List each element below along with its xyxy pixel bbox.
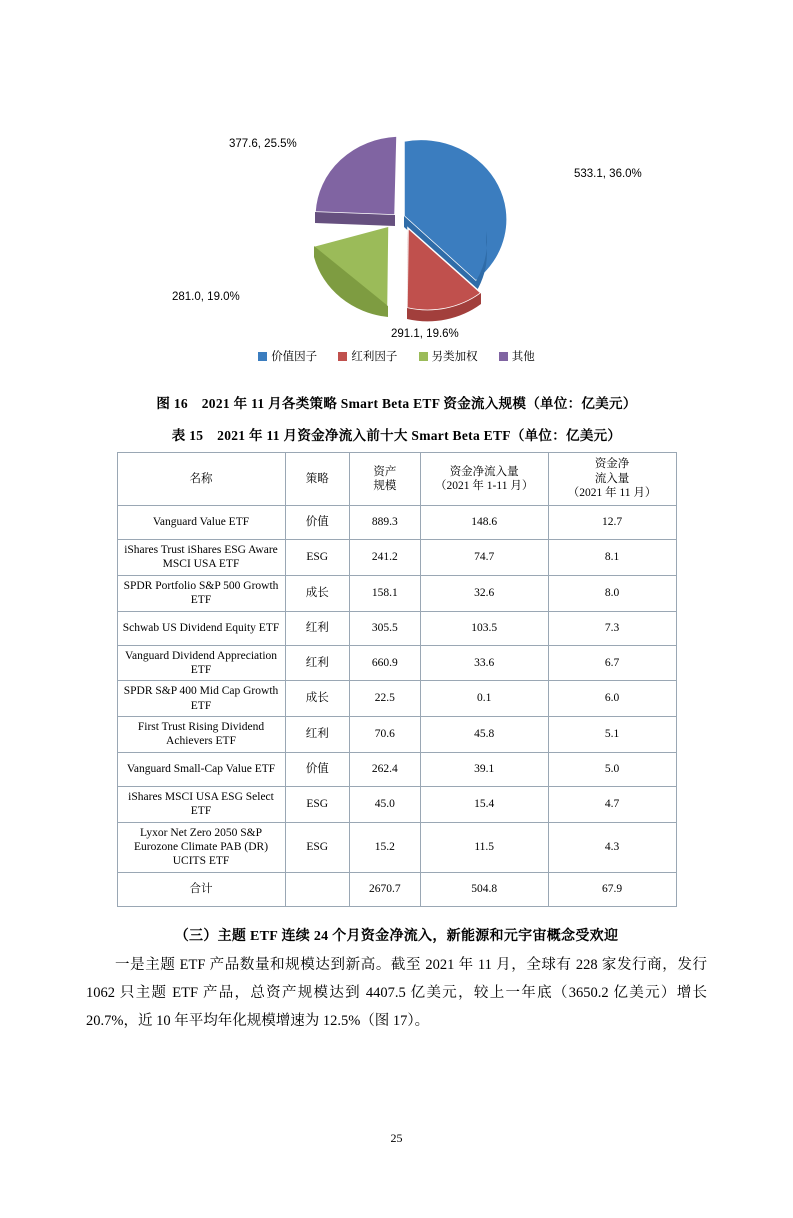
cell-flow-ytd: 0.1: [420, 681, 548, 717]
header-line: （2021 年 1-11 月）: [435, 480, 534, 492]
pie-label-alt-weighting: 281.0, 19.0%: [172, 291, 240, 303]
table-row: [117, 786, 676, 822]
cell-aum: 22.5: [349, 681, 420, 717]
cell-flow-nov: 5.1: [548, 717, 676, 753]
cell-total-aum: 2670.7: [349, 872, 420, 906]
legend-swatch-icon: [258, 352, 267, 361]
cell-flow-ytd: 74.7: [420, 540, 548, 576]
cell-aum: 158.1: [349, 575, 420, 611]
page-number: 25: [390, 1131, 403, 1145]
legend-item-value-factor: [258, 348, 317, 364]
cell-strategy: ESG: [285, 786, 349, 822]
cell-name: Vanguard Small-Cap Value ETF: [117, 752, 285, 786]
cell-strategy: 成长: [285, 575, 349, 611]
cell-flow-nov: 7.3: [548, 611, 676, 645]
document-page: [0, 96, 793, 1218]
cell-name: SPDR Portfolio S&P 500 Growth ETF: [117, 575, 285, 611]
cell-name: iShares Trust iShares ESG Aware MSCI USA ETF: [117, 540, 285, 576]
cell-name: SPDR S&P 400 Mid Cap Growth ETF: [117, 681, 285, 717]
legend-label: 另类加权: [431, 351, 478, 363]
cell-flow-ytd: 148.6: [420, 506, 548, 540]
table-header: [117, 453, 676, 506]
cell-name: First Trust Rising Dividend Achievers ETF: [117, 717, 285, 753]
header-line: 资金净: [594, 458, 630, 471]
cell-flow-ytd: 32.6: [420, 575, 548, 611]
cell-strategy: ESG: [285, 540, 349, 576]
column-header-strategy: 策略: [285, 453, 349, 506]
cell-strategy: 成长: [285, 681, 349, 717]
header-line: 资金净流入量: [449, 465, 519, 478]
pie-slice-others: [315, 136, 397, 226]
cell-flow-nov: 8.0: [548, 575, 676, 611]
cell-flow-ytd: 15.4: [420, 786, 548, 822]
column-header-name: 名称: [117, 453, 285, 506]
cell-flow-nov: 4.3: [548, 822, 676, 872]
table-row: [117, 540, 676, 576]
section-heading: （三）主题 ETF 连续 24 个月资金净流入，新能源和元宇宙概念受欢迎: [174, 928, 619, 944]
cell-aum: 305.5: [349, 611, 420, 645]
header-line: （2021 年 11 月）: [567, 487, 657, 500]
pie-chart-canvas: [86, 96, 707, 346]
cell-name: Vanguard Dividend Appreciation ETF: [117, 645, 285, 681]
pie-label-dividend-factor: 291.1, 19.6%: [391, 328, 459, 340]
cell-flow-ytd: 103.5: [420, 611, 548, 645]
cell-flow-nov: 12.7: [548, 506, 676, 540]
cell-flow-ytd: 39.1: [420, 752, 548, 786]
cell-total-strategy: [285, 872, 349, 906]
table-row: [117, 611, 676, 645]
cell-flow-nov: 4.7: [548, 786, 676, 822]
cell-strategy: 红利: [285, 645, 349, 681]
legend-swatch-icon: [419, 352, 428, 361]
cell-aum: 889.3: [349, 506, 420, 540]
cell-name: iShares MSCI USA ESG Select ETF: [117, 786, 285, 822]
cell-flow-nov: 5.0: [548, 752, 676, 786]
table-row: [117, 752, 676, 786]
legend-item-alt-weighting: [419, 348, 478, 364]
cell-aum: 660.9: [349, 645, 420, 681]
pie-chart-svg: [86, 96, 707, 346]
cell-aum: 70.6: [349, 717, 420, 753]
legend-label: 价值因子: [271, 351, 318, 363]
table-row: [117, 575, 676, 611]
header-line: 资产: [373, 465, 397, 478]
legend-swatch-icon: [499, 352, 508, 361]
pie-label-others: 377.6, 25.5%: [229, 138, 297, 150]
table-row: [117, 822, 676, 872]
cell-flow-ytd: 11.5: [420, 822, 548, 872]
cell-aum: 241.2: [349, 540, 420, 576]
cell-strategy: 价值: [285, 506, 349, 540]
legend-label: 红利因子: [351, 351, 398, 363]
table-body: [117, 506, 676, 907]
column-header-flow-ytd: [420, 453, 548, 506]
cell-flow-ytd: 33.6: [420, 645, 548, 681]
cell-flow-nov: 8.1: [548, 540, 676, 576]
cell-flow-ytd: 45.8: [420, 717, 548, 753]
cell-aum: 45.0: [349, 786, 420, 822]
table-row: [117, 717, 676, 753]
pie-slice-alt-weighting: [314, 226, 389, 317]
cell-name: Vanguard Value ETF: [117, 506, 285, 540]
header-line: 流入量: [594, 472, 630, 485]
legend-swatch-icon: [338, 352, 347, 361]
cell-name: Lyxor Net Zero 2050 S&P Eurozone Climate PAB (DR) UCITS ETF: [117, 822, 285, 872]
table-row: [117, 645, 676, 681]
legend-label: 其他: [511, 351, 535, 363]
cell-flow-nov: 6.7: [548, 645, 676, 681]
cell-strategy: 价值: [285, 752, 349, 786]
pie-label-value-factor: 533.1, 36.0%: [574, 168, 642, 180]
smart-beta-etf-table: [117, 452, 677, 907]
chart-legend: [86, 348, 707, 364]
cell-aum: 262.4: [349, 752, 420, 786]
cell-total-flow-nov: 67.9: [548, 872, 676, 906]
legend-item-others: [499, 348, 535, 364]
table-row: [117, 506, 676, 540]
cell-strategy: 红利: [285, 717, 349, 753]
column-header-aum: [349, 453, 420, 506]
legend-item-dividend-factor: [338, 348, 397, 364]
cell-total-flow-ytd: 504.8: [420, 872, 548, 906]
header-line: 规模: [373, 480, 397, 492]
table-header-row: [117, 453, 676, 506]
cell-name: Schwab US Dividend Equity ETF: [117, 611, 285, 645]
body-paragraph: 一是主题 ETF 产品数量和规模达到新高。截至 2021 年 11 月，全球有 228 家发行商，发行 1062 只主题 ETF 产品，总资产规模达到 4407.5 亿美元，较上一年底（3650.2 亿美元）增长 20.7%，近 10 年平均年化规模增速为 12.5%（图 17）。: [86, 956, 707, 1030]
cell-aum: 15.2: [349, 822, 420, 872]
figure-caption: 图 16 2021 年 11 月各类策略 Smart Beta ETF 资金流入规模（单位：亿美元）: [156, 396, 637, 411]
column-header-flow-nov: [548, 453, 676, 506]
table-row: [117, 681, 676, 717]
pie-chart-figure: [86, 96, 707, 386]
table-caption: 表 15 2021 年 11 月资金净流入前十大 Smart Beta ETF（单位：亿美元）: [171, 428, 622, 443]
cell-flow-nov: 6.0: [548, 681, 676, 717]
cell-strategy: ESG: [285, 822, 349, 872]
cell-strategy: 红利: [285, 611, 349, 645]
cell-total-label: 合计: [117, 872, 285, 906]
table-total-row: [117, 872, 676, 906]
